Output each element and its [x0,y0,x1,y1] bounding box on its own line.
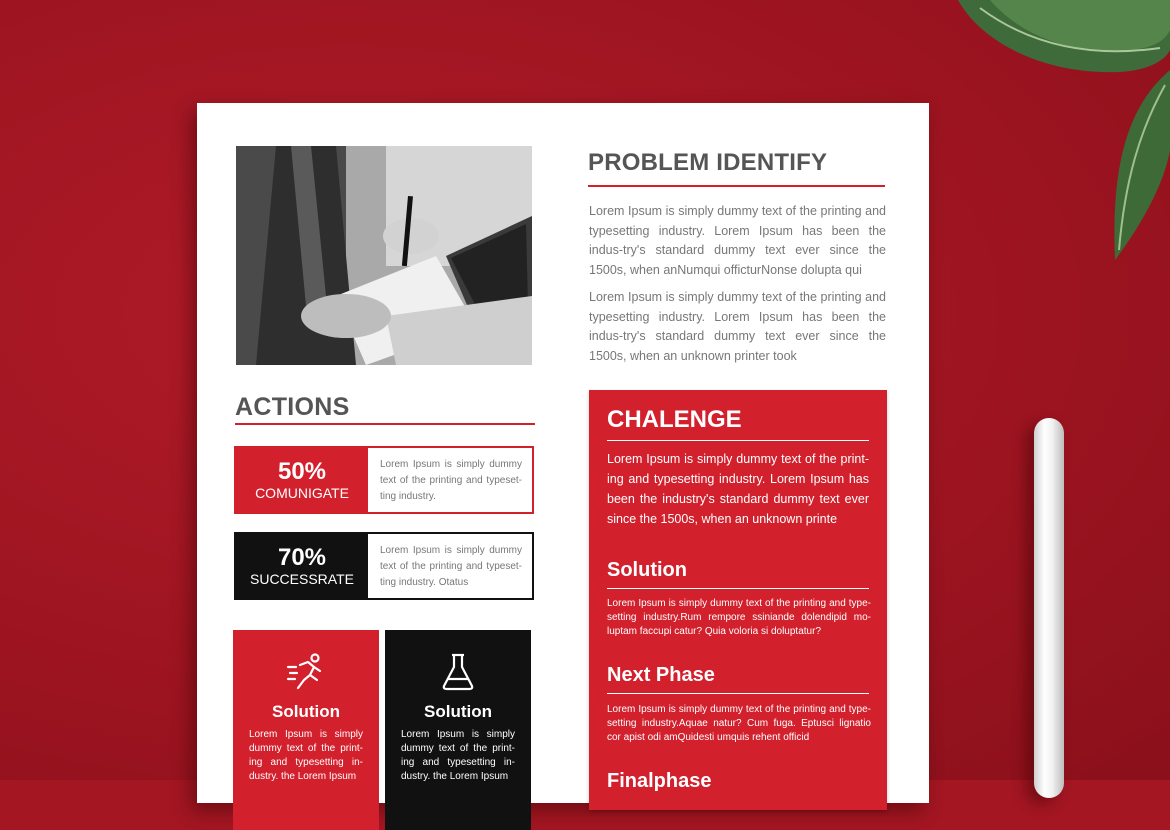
card-title: Solution [424,702,492,721]
card-title: Solution [272,702,340,721]
stat-percent: 50% [277,457,327,485]
solution-text: Lorem Ipsum is simply dummy text of the printing and type-setting industry.Rum rempore ssiniande dolendipid mo-luptam faccupi catur? Quia voloria si doluptatur? [607,598,871,637]
stat-description: Lorem Ipsum is simply dummy text of the printing and typeset-ting industry. Otatus [380,545,522,588]
challenge-text: Lorem Ipsum is simply dummy text of the print-ing and typesetting industry. Lorem Ipsum has been the industry's standard dummy text ever since the 1500s, when an unknown printe [607,452,869,526]
stat-label: COMUNIGATE [255,484,349,501]
actions-heading: ACTIONS [235,393,350,421]
final-phase-heading: Finalphase [607,770,712,792]
solution-card-black [385,630,531,830]
office-photo [236,146,532,365]
challenge-heading: CHALENGE [607,406,742,433]
stat-description: Lorem Ipsum is simply dummy text of the printing and typeset-ting industry. [380,459,522,502]
challenge-rule [607,440,869,441]
stat-percent: 70% [277,543,327,571]
problem-paragraph: Lorem Ipsum is simply dummy text of the printing and typesetting industry. Lorem Ipsum has been the indus-try's standard dummy text ever since the 1500s, when an unknown printer took [589,290,886,363]
stat-box-communicate [234,446,534,514]
card-text: Lorem Ipsum is simply dummy text of the print-ing and typesetting in-dustry. the Lorem Ipsum [401,729,515,782]
challenge-panel [589,390,887,810]
next-phase-rule [607,693,869,694]
solution-rule [607,588,869,589]
solution-heading: Solution [607,559,687,581]
running-person-icon [233,652,379,692]
stylus-pen [1034,418,1064,798]
leaf-decoration-right [1105,70,1170,270]
problem-paragraph: Lorem Ipsum is simply dummy text of the printing and typesetting industry. Lorem Ipsum has been the indus-try's standard dummy text ever since the 1500s, when anNumqui officturNonse dolupta qui [589,204,886,277]
problem-heading: PROBLEM IDENTIFY [588,149,828,176]
problem-heading-rule [588,185,885,187]
next-phase-heading: Next Phase [607,664,715,686]
document-page [197,103,929,803]
next-phase-text: Lorem Ipsum is simply dummy text of the printing and type-setting industry.Aquae natur? Cum fuga. Eptusci lignatio cor apist odi amQuidesti umquis rehent officid [607,704,871,743]
solution-card-red [233,630,379,830]
stat-box-successrate [234,532,534,600]
flask-icon [385,652,531,692]
actions-heading-rule [235,423,535,425]
card-text: Lorem Ipsum is simply dummy text of the print-ing and typesetting in-dustry. the Lorem Ipsum [249,729,363,782]
stat-label: SUCCESSRATE [250,570,354,587]
